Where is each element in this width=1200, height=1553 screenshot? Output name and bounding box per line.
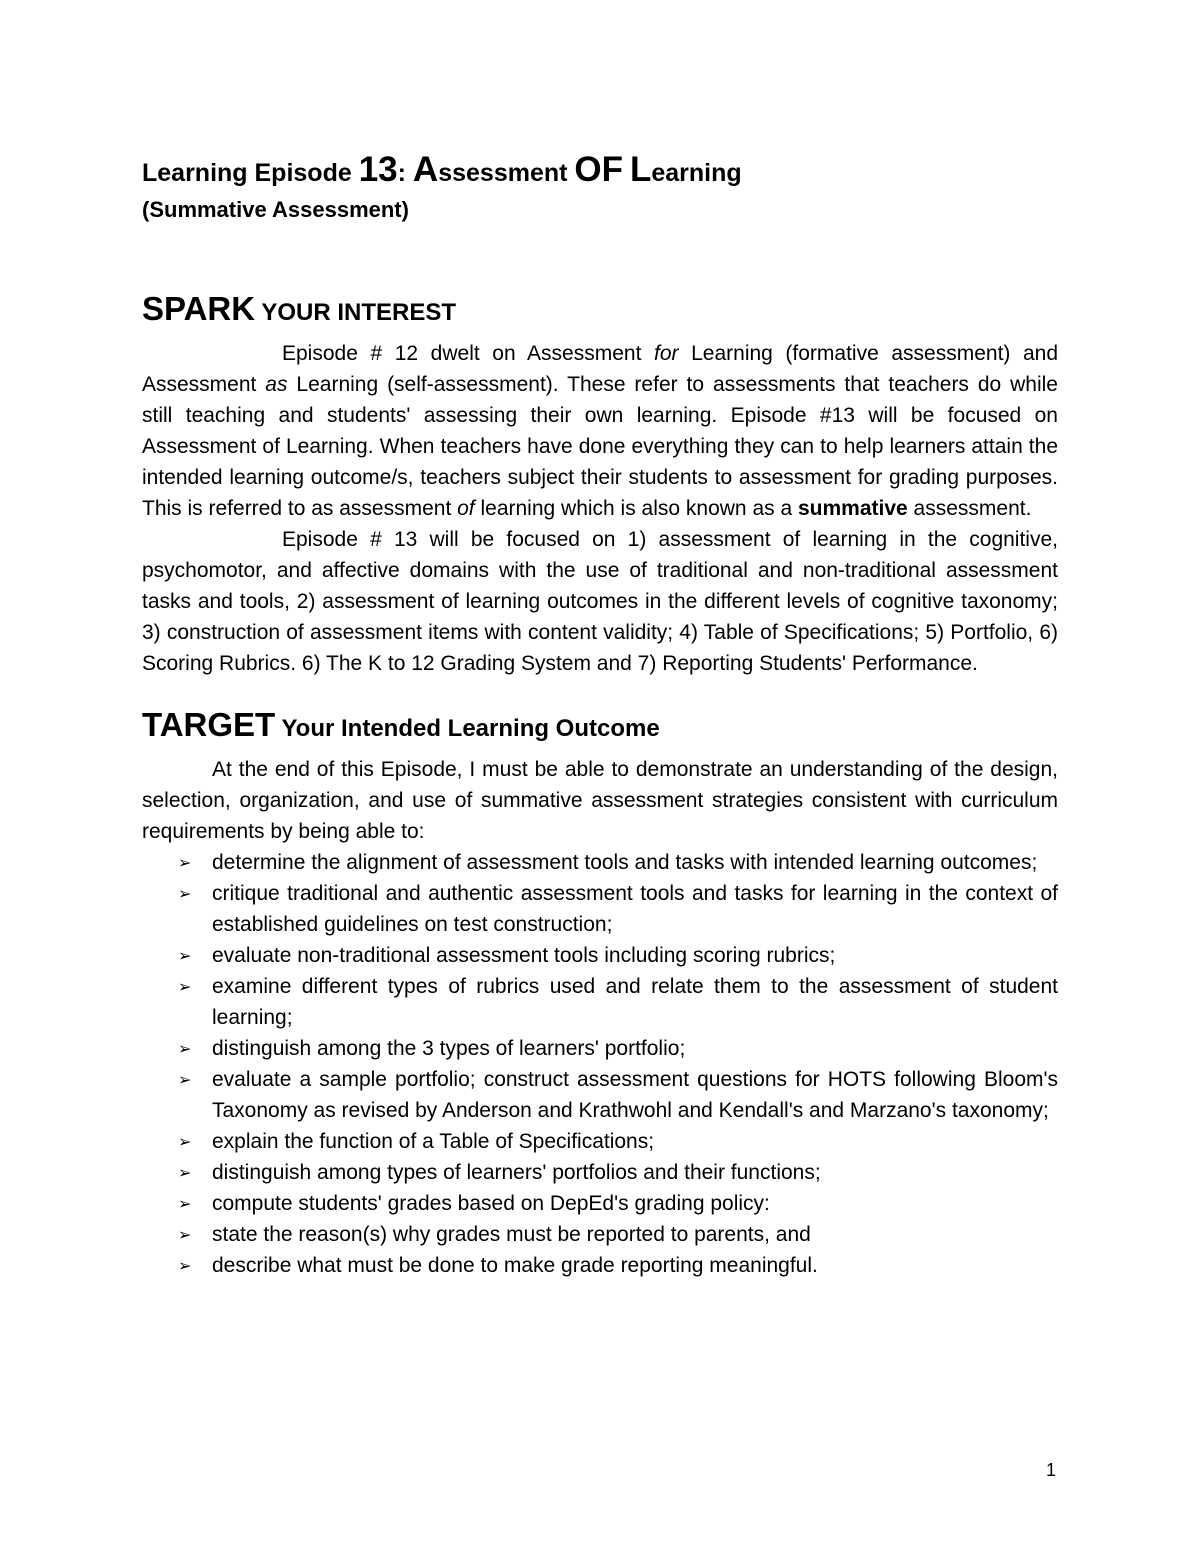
document-page bbox=[142, 150, 1058, 1281]
title-a-rest: ssessment bbox=[438, 159, 575, 187]
arrow-bullet-icon: ➢ bbox=[178, 1163, 192, 1182]
spark-heading bbox=[142, 287, 1058, 338]
list-item-text: distinguish among the 3 types of learners' portfolio; bbox=[212, 1037, 686, 1060]
list-item-text: critique traditional and authentic assessment tools and tasks for learning in the context of established guidelines on test construction; bbox=[212, 882, 1058, 936]
list-item-text: evaluate a sample portfolio; construct assessment questions for HOTS following Bloom's Taxonomy as revised by Anderson and Krathwohl and Kendall's and Marzano's taxonomy; bbox=[212, 1068, 1058, 1122]
arrow-bullet-icon: ➢ bbox=[178, 1194, 192, 1213]
spark-p1-italic-as: as bbox=[265, 373, 288, 396]
arrow-bullet-icon: ➢ bbox=[178, 1070, 192, 1089]
list-item bbox=[142, 1064, 1058, 1126]
list-item bbox=[142, 940, 1058, 971]
list-item bbox=[142, 1219, 1058, 1250]
list-item-text: determine the alignment of assessment tools and tasks with intended learning outcomes; bbox=[212, 851, 1038, 874]
arrow-bullet-icon: ➢ bbox=[178, 1039, 192, 1058]
list-item-text: describe what must be done to make grade reporting meaningful. bbox=[212, 1254, 818, 1277]
spark-p1-italic-for: for bbox=[654, 342, 679, 365]
title-colon: : bbox=[397, 159, 413, 187]
list-item bbox=[142, 1157, 1058, 1188]
list-item bbox=[142, 1126, 1058, 1157]
arrow-bullet-icon: ➢ bbox=[178, 977, 192, 996]
spark-paragraph-2: Episode # 13 will be focused on 1) assessment of learning in the cognitive, psychomotor, and affective domains with the use of traditional and non-traditional assessment tasks and tools, 2) assessment of learning outcomes in the different levels of cognitive taxonomy; 3) construction of assessment items with content validity; 4) Table of Specifications; 5) Portfolio, 6) Scoring Rubrics. 6) The K to 12 Grading System and 7) Reporting Students' Performance. bbox=[142, 528, 1058, 675]
list-item-text: state the reason(s) why grades must be reported to parents, and bbox=[212, 1223, 811, 1246]
episode-subtitle: (Summative Assessment) bbox=[142, 197, 409, 222]
list-item bbox=[142, 1188, 1058, 1219]
spark-p1-italic-of: of bbox=[457, 497, 475, 520]
title-l-cap: L bbox=[629, 150, 652, 189]
list-item bbox=[142, 1250, 1058, 1281]
spark-p1-text-2: Learning (formative assessment) and Assessment bbox=[142, 342, 1059, 396]
arrow-bullet-icon: ➢ bbox=[178, 1132, 192, 1151]
arrow-bullet-icon: ➢ bbox=[178, 946, 192, 965]
list-item bbox=[142, 878, 1058, 940]
target-heading-rest: Your Intended Learning Outcome bbox=[275, 715, 660, 742]
spark-heading-lead: SPARK bbox=[142, 290, 256, 327]
list-item-text: explain the function of a Table of Specifications; bbox=[212, 1130, 655, 1153]
list-item bbox=[142, 847, 1058, 878]
list-item-text: compute students' grades based on DepEd's grading policy: bbox=[212, 1192, 770, 1215]
arrow-bullet-icon: ➢ bbox=[178, 1225, 192, 1244]
spark-p1-text-3: Learning (self-assessment). These refer to assessments that teachers do while still teaching and students' assessing their own learning. Episode #13 will be focused on Assessment of Learning. When teachers have done everything they can to help learners attain the intended learning outcome/s, teachers subject their students to assessment for grading purposes. This is referred to as assessment bbox=[142, 373, 1058, 520]
title-space bbox=[623, 159, 630, 187]
arrow-bullet-icon: ➢ bbox=[178, 1256, 192, 1275]
target-heading bbox=[142, 703, 1058, 754]
list-item-text: distinguish among types of learners' portfolios and their functions; bbox=[212, 1161, 821, 1184]
outcomes-list bbox=[142, 847, 1058, 1281]
list-item-text: evaluate non-traditional assessment tools including scoring rubrics; bbox=[212, 944, 836, 967]
title-prefix: Learning Episode bbox=[142, 159, 359, 187]
list-item bbox=[142, 1033, 1058, 1064]
title-l-rest: earning bbox=[651, 159, 742, 187]
spark-heading-rest: YOUR INTEREST bbox=[255, 299, 456, 326]
target-intro: At the end of this Episode, I must be able to demonstrate an understanding of the design, selection, organization, and use of summative assessment strategies consistent with curriculum requirements by being able to: bbox=[142, 758, 1058, 843]
spark-p1-text-1: Episode # 12 dwelt on Assessment bbox=[282, 342, 655, 365]
arrow-bullet-icon: ➢ bbox=[178, 884, 192, 903]
target-heading-lead: TARGET bbox=[142, 706, 276, 743]
title-number: 13 bbox=[358, 150, 398, 189]
episode-title bbox=[142, 150, 1058, 193]
spark-paragraph-1 bbox=[142, 338, 1058, 524]
title-a-cap: A bbox=[412, 150, 439, 189]
spark-p1-text-4: learning which is also known as a bbox=[474, 497, 798, 520]
page-number: 1 bbox=[1046, 1460, 1057, 1480]
list-item bbox=[142, 971, 1058, 1033]
spark-p1-bold-summative: summative bbox=[797, 497, 908, 520]
title-of: OF bbox=[574, 150, 624, 189]
spark-p1-text-5: assessment. bbox=[907, 497, 1032, 520]
list-item-text: examine different types of rubrics used and relate them to the assessment of student learning; bbox=[212, 975, 1058, 1029]
arrow-bullet-icon: ➢ bbox=[178, 853, 192, 872]
